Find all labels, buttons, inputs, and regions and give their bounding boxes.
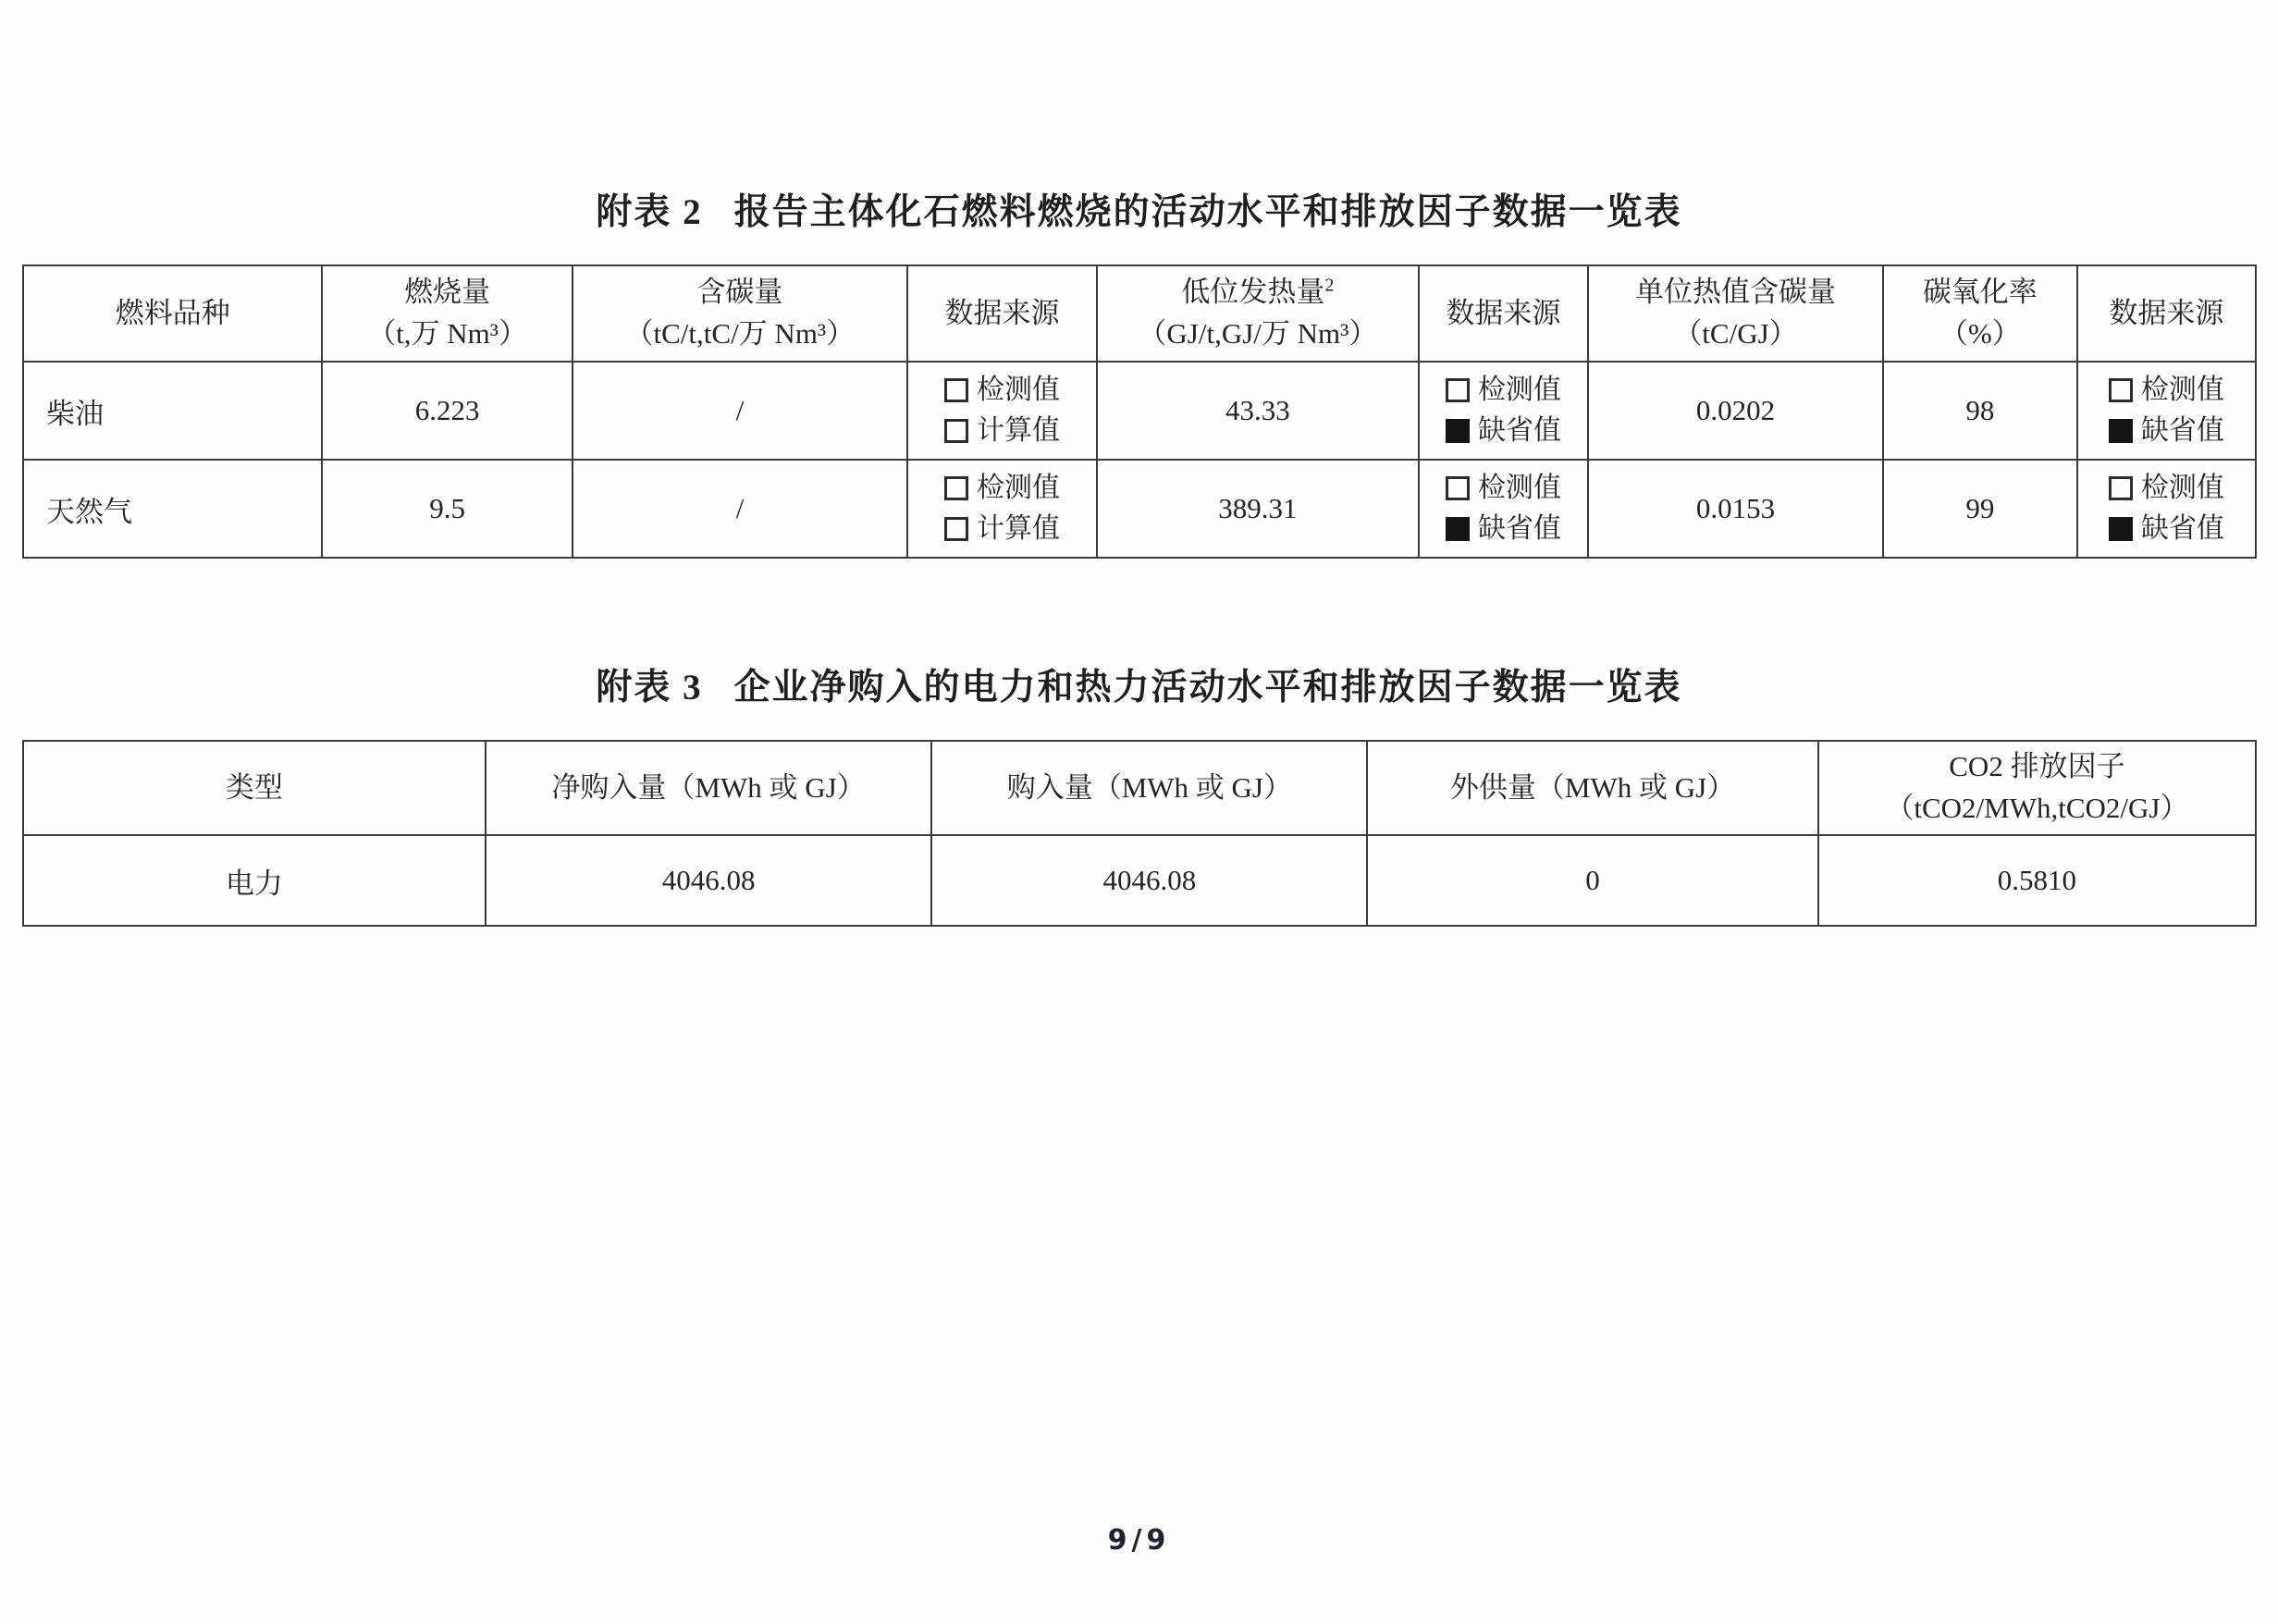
fuel-combustion-table [22,265,2257,559]
table3-caption-prefix: 附表 3 [596,668,703,707]
checkbox-icon [1446,476,1470,500]
oxidation-source-cell [2077,362,2256,460]
checkbox-label: 计算值 [977,513,1061,544]
table2-caption-text: 报告主体化石燃料燃烧的活动水平和排放因子数据一览表 [733,192,1682,232]
col-header-combustion-amount: 燃烧量 （t,万 Nm³） [322,265,572,362]
checkbox-icon [2109,476,2133,500]
export-cell: 0 [1367,835,1818,926]
checkbox-option [1446,376,1561,404]
checkbox-icon [2109,378,2133,402]
table2-caption-prefix: 附表 2 [596,192,703,232]
checkbox-label: 检测值 [977,375,1061,405]
heat-carbon-cell: 0.0202 [1588,362,1883,460]
table-row-natural-gas [23,460,2256,558]
col-header-data-source-3: 数据来源 [2077,265,2256,362]
power-purchase-table [22,740,2257,927]
col-header-data-source-2: 数据来源 [1419,265,1588,362]
co2-factor-cell: 0.5810 [1818,835,2256,926]
checkbox-icon [944,378,968,402]
page-indicator: 9/9 [1107,1524,1171,1556]
table2-caption [0,183,2278,235]
checkbox-icon [944,517,968,541]
ncv-source-cell [1419,460,1588,558]
oxidation-source-cell [2077,460,2256,558]
checkbox-icon [944,476,968,500]
col-header-export: 外供量（MWh 或 GJ） [1367,741,1818,835]
carbon-content-cell: / [573,460,907,558]
heat-carbon-cell: 0.0153 [1588,460,1883,558]
col-header-co2-factor: CO2 排放因子 （tCO2/MWh,tCO2/GJ） [1818,741,2256,835]
oxidation-rate-cell: 98 [1883,362,2077,460]
net-purchase-cell: 4046.08 [486,835,932,926]
col-header-oxidation-rate: 碳氧化率 （%） [1883,265,2077,362]
checkbox-option [1446,474,1561,502]
fuel-name-cell: 柴油 [23,362,322,460]
checkbox-label: 缺省值 [2140,415,2224,446]
energy-type-cell: 电力 [23,835,486,926]
oxidation-rate-cell: 99 [1883,460,2077,558]
checkbox-label: 计算值 [977,415,1061,446]
checkbox-icon-checked [1446,419,1470,443]
fuel-name-cell: 天然气 [23,460,322,558]
col-header-carbon-content: 含碳量 （tC/t,tC/万 Nm³） [573,265,907,362]
checkbox-label: 缺省值 [2140,513,2224,544]
ncv-source-cell [1419,362,1588,460]
checkbox-option [1446,515,1561,543]
col-header-data-source-1: 数据来源 [907,265,1097,362]
checkbox-label: 检测值 [2140,473,2224,503]
combustion-value-cell: 9.5 [322,460,572,558]
fuel-table-header-row [23,265,2256,362]
table-row-diesel [23,362,2256,460]
table3-caption-text: 企业净购入的电力和热力活动水平和排放因子数据一览表 [733,668,1682,707]
checkbox-option [944,474,1060,502]
checkbox-option [944,515,1060,543]
checkbox-option [2109,376,2224,404]
carbon-source-cell [907,460,1097,558]
col-header-heat-carbon: 单位热值含碳量 （tC/GJ） [1588,265,1883,362]
col-header-net-purchase: 净购入量（MWh 或 GJ） [486,741,932,835]
checkbox-icon [944,419,968,443]
checkbox-icon-checked [2109,517,2133,541]
checkbox-option [2109,515,2224,543]
checkbox-label: 缺省值 [1477,415,1561,446]
checkbox-label: 缺省值 [1477,513,1561,544]
checkbox-option [2109,474,2224,502]
carbon-content-cell: / [573,362,907,460]
col-header-type: 类型 [23,741,486,835]
ncv-value-cell: 43.33 [1097,362,1419,460]
purchase-cell: 4046.08 [931,835,1367,926]
carbon-source-cell [907,362,1097,460]
checkbox-label: 检测值 [1477,375,1561,405]
power-table-header-row [23,741,2256,835]
checkbox-option [944,376,1060,404]
checkbox-icon-checked [2109,419,2133,443]
checkbox-option [2109,417,2224,445]
checkbox-label: 检测值 [2140,375,2224,405]
checkbox-option [1446,417,1561,445]
checkbox-icon-checked [1446,517,1470,541]
col-header-purchase: 购入量（MWh 或 GJ） [931,741,1367,835]
checkbox-option [944,417,1060,445]
checkbox-label: 检测值 [1477,473,1561,503]
col-header-fuel-type: 燃料品种 [23,265,322,362]
ncv-value-cell: 389.31 [1097,460,1419,558]
checkbox-icon [1446,378,1470,402]
col-header-ncv: 低位发热量$^2$ （GJ/t,GJ/万 Nm³） [1097,265,1419,362]
combustion-value-cell: 6.223 [322,362,572,460]
table-row-electricity [23,835,2256,926]
table3-caption [0,658,2278,710]
checkbox-label: 检测值 [977,473,1061,503]
